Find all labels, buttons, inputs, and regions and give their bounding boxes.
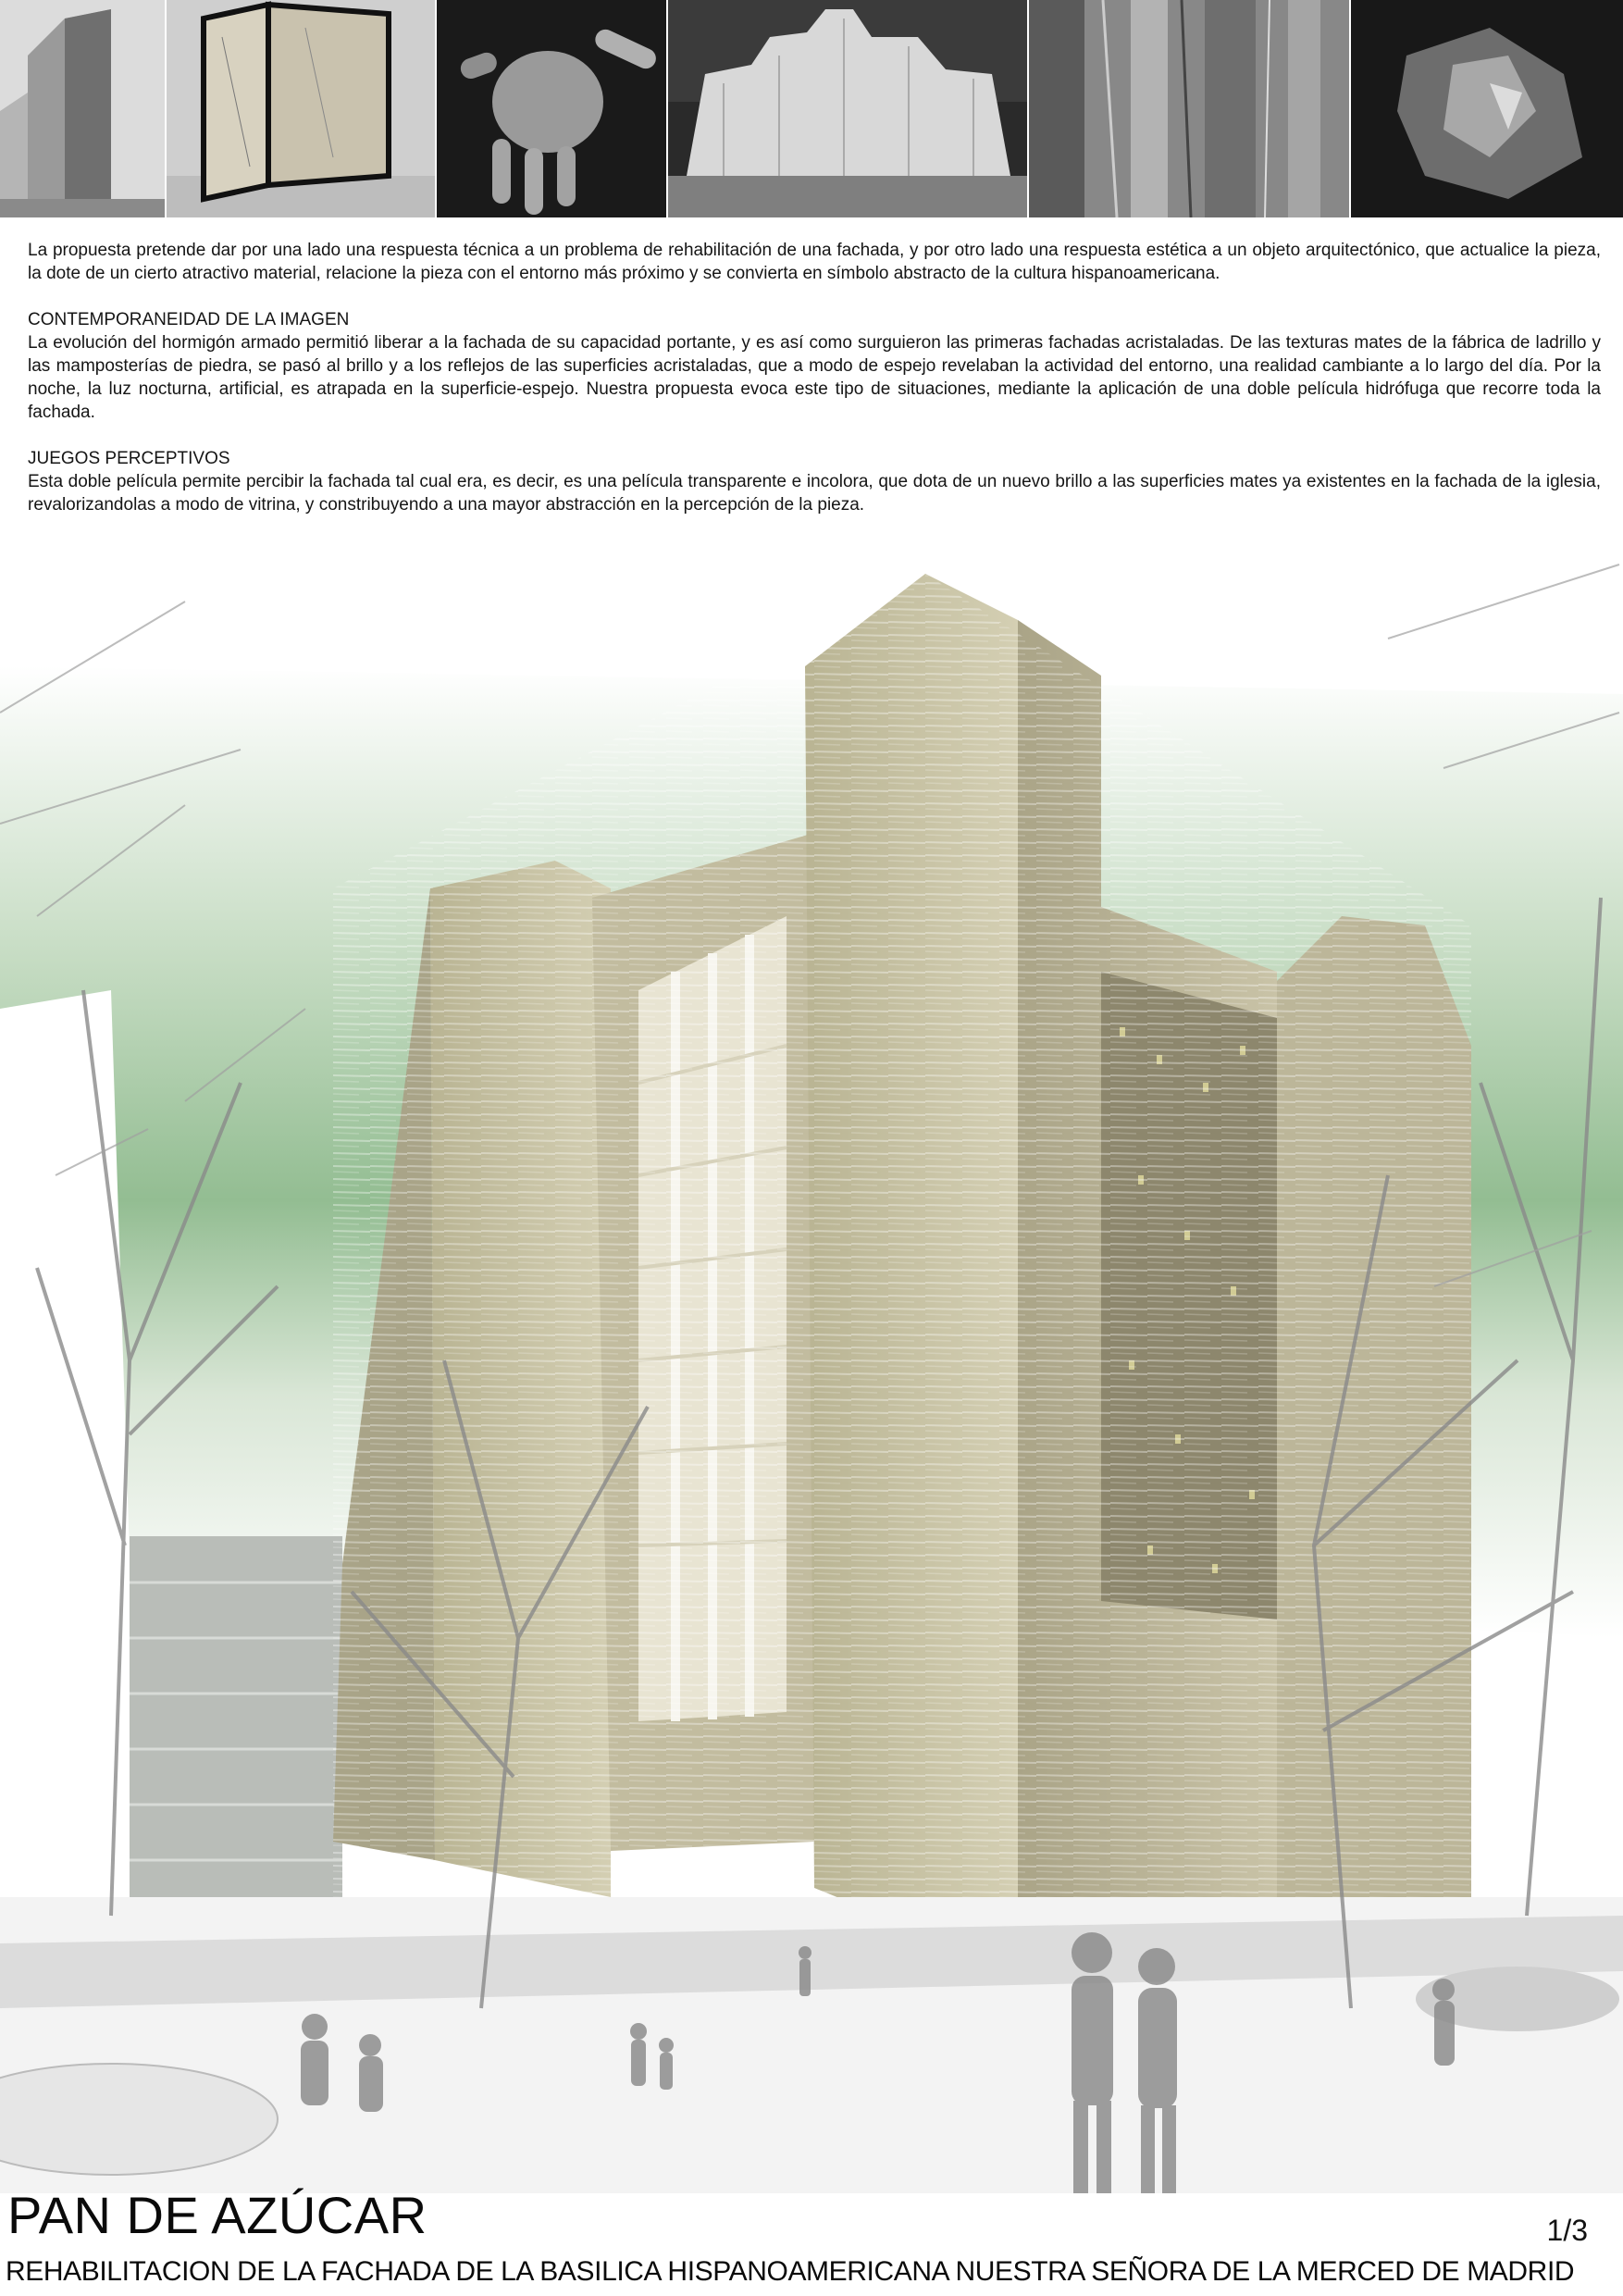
photo-fibrous-texture: [1029, 0, 1349, 217]
description-text: [28, 239, 1601, 516]
photo-glass-tower: [0, 0, 165, 217]
reference-photo-strip: [0, 0, 1623, 217]
project-title: PAN DE AZÚCAR: [7, 2186, 427, 2244]
intro-paragraph: La propuesta pretende dar por una lado una respuesta técnica a un problema de rehabilitación de una fachada, y por otro lado una respuesta estética a un objeto arquitectónico, que actualice la pieza, la dote de un cierto atractivo material, relacione la pieza con el entorno más próximo y se convierta en símbolo abstracto de la cultura hispanoamericana.: [28, 241, 1601, 283]
project-subtitle: REHABILITACION DE LA FACHADA DE LA BASILICA HISPANOAMERICANA NUESTRA SEÑORA DE LA MERCED DE MADRID: [6, 2256, 1575, 2287]
photo-hand: [437, 0, 666, 217]
page-number: 1/3: [1546, 2214, 1588, 2247]
photo-wrapped-reichstag: [668, 0, 1027, 217]
section-heading-juegos: JUEGOS PERCEPTIVOS: [28, 449, 230, 468]
section-body-juegos: Esta doble película permite percibir la fachada tal cual era, es decir, es una película transparente e incolora, que dota de un nuevo brillo a las superficies mates ya existentes en la fachada de la iglesia, revalorizandolas a modo de vitrina, y constribuyendo a una mayor abstracción en la percepción de la pieza.: [28, 472, 1601, 515]
section-heading-contemporaneidad: CONTEMPORANEIDAD DE LA IMAGEN: [28, 310, 350, 329]
section-body-contemporaneidad: La evolución del hormigón armado permitió liberar a la fachada de su capacidad portante, y es así como surguieron las primeras fachadas acristaladas. De las texturas mates de la fábrica de ladrillo y las mamposterías de piedra, se pasó al brillo y a los reflejos de las superficies acristaladas, que a modo de espejo revelaban la actividad del entorno, una realidad cambiante a lo largo del día. Por la noche, la luz nocturna, artificial, es atrapada en la superficie-espejo. Nuestra propuesta evoca este tipo de situaciones, mediante la aplicación de una doble película hidrófuga que recorre toda la fachada.: [28, 333, 1601, 422]
photo-plastic-wrap: [1351, 0, 1623, 217]
building-render: [0, 527, 1623, 2193]
photo-glass-box: [167, 0, 435, 217]
